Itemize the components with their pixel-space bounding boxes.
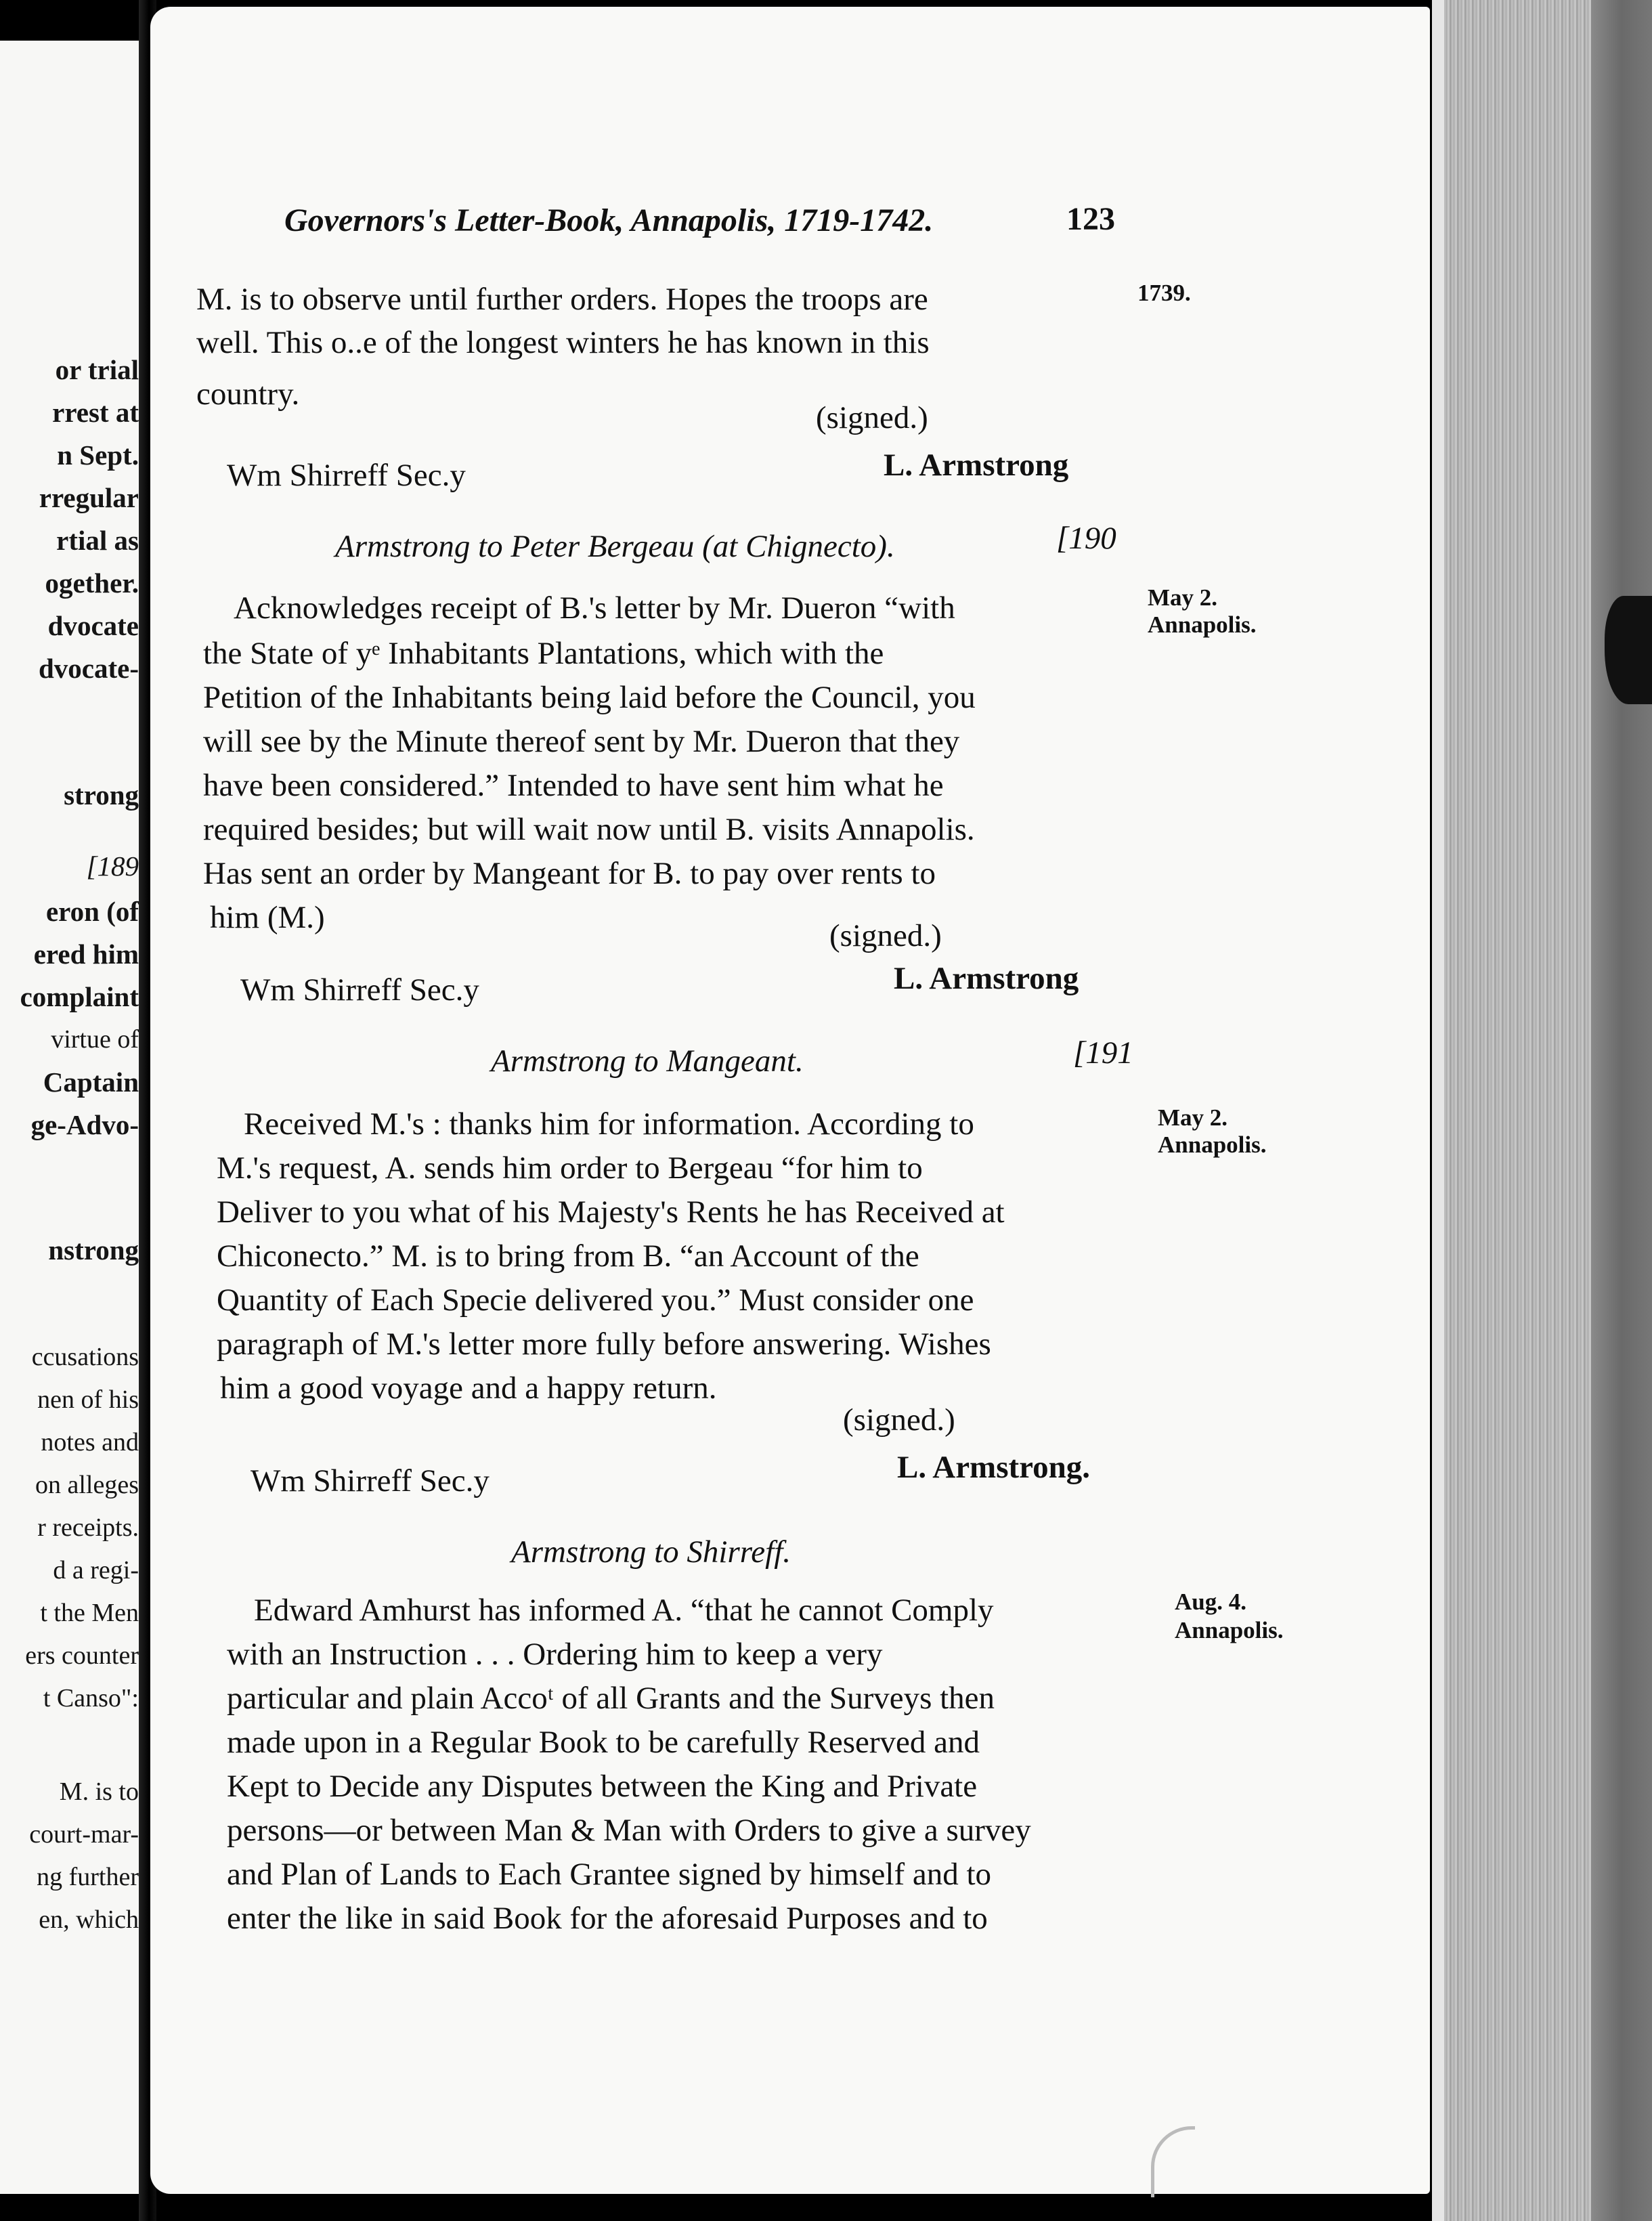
left-fragment: d a regi- xyxy=(53,1556,139,1584)
margin-place: Annapolis. xyxy=(1158,1131,1267,1158)
left-fragment: r receipts. xyxy=(37,1513,139,1542)
left-fragment: t the Men xyxy=(40,1599,139,1627)
margin-place: Annapolis. xyxy=(1175,1617,1284,1643)
body-line: with an Instruction . . . Ordering him to keep a very xyxy=(227,1637,883,1672)
left-fragment: M. is to xyxy=(59,1777,139,1806)
left-fragment: eron (of xyxy=(45,896,139,927)
body-line: persons—or between Man & Man with Orders to give a survey xyxy=(227,1813,1031,1848)
body-line: him (M.) xyxy=(210,900,325,935)
left-fragment: ccusations xyxy=(31,1343,139,1371)
left-fragment: rtial as xyxy=(56,525,139,556)
margin-date: May 2. xyxy=(1158,1104,1228,1131)
letter-number: [190 xyxy=(1056,521,1116,556)
body-line: M. is to observe until further orders. Hopes the troops are xyxy=(196,282,928,317)
left-fragment: en, which xyxy=(39,1905,139,1934)
secretary-line: Wm Shirreff Sec.y xyxy=(251,1463,490,1498)
letter-title: Armstrong to Mangeant. xyxy=(491,1043,804,1079)
body-line: Deliver to you what of his Majesty's Rents he has Received at xyxy=(217,1194,1005,1230)
body-line: Kept to Decide any Disputes between the King and Private xyxy=(227,1769,978,1804)
body-line: the State of yᵉ Inhabitants Plantations, which with the xyxy=(203,636,884,671)
body-line: M.'s request, A. sends him order to Bergeau “for him to xyxy=(217,1150,923,1186)
body-line: him a good voyage and a happy return. xyxy=(220,1371,717,1406)
body-line: Petition of the Inhabitants being laid before the Council, you xyxy=(203,680,976,715)
left-fragment: dvocate- xyxy=(38,653,139,684)
left-fragment: ers counter xyxy=(25,1641,139,1670)
body-line: enter the like in said Book for the aforesaid Purposes and to xyxy=(227,1901,988,1936)
body-line: have been considered.” Intended to have sent him what he xyxy=(203,768,944,803)
margin-place: Annapolis. xyxy=(1148,611,1257,638)
left-fragment: ogether. xyxy=(45,567,139,599)
letter-title: Armstrong to Peter Bergeau (at Chignecto). xyxy=(335,529,895,564)
left-facing-page xyxy=(0,41,139,2194)
margin-date: Aug. 4. xyxy=(1175,1589,1246,1615)
body-line: well. This o..e of the longest winters he has known in this xyxy=(196,325,930,360)
left-fragment: or trial xyxy=(55,354,139,385)
left-fragment: [189 xyxy=(86,850,139,882)
left-fragment: Captain xyxy=(43,1066,139,1098)
left-fragment: t Canso": xyxy=(43,1684,139,1712)
left-fragment: on alleges xyxy=(35,1471,139,1499)
body-line: Quantity of Each Specie delivered you.” Must consider one xyxy=(217,1282,974,1318)
body-line: Edward Amhurst has informed A. “that he cannot Comply xyxy=(254,1593,994,1628)
body-line: Acknowledges receipt of B.'s letter by Mr. Dueron “with xyxy=(234,590,955,626)
letter-title: Armstrong to Shirreff. xyxy=(511,1534,791,1570)
signed-note: (signed.) xyxy=(816,400,928,435)
page-edges xyxy=(1432,0,1652,2221)
left-fragment: rrest at xyxy=(52,397,139,428)
margin-year: 1739. xyxy=(1137,280,1191,306)
signature: L. Armstrong. xyxy=(897,1450,1091,1485)
left-fragment: nstrong xyxy=(48,1234,139,1266)
left-fragment: n Sept. xyxy=(57,439,139,471)
body-line: made upon in a Regular Book to be carefully Reserved and xyxy=(227,1725,980,1760)
left-fragment: ng further xyxy=(37,1863,139,1891)
left-fragment: nen of his xyxy=(37,1385,139,1414)
margin-date: May 2. xyxy=(1148,584,1218,611)
body-line: Received M.'s : thanks him for information. According to xyxy=(244,1106,974,1142)
left-fragment: notes and xyxy=(41,1428,139,1457)
left-fragment: virtue of xyxy=(51,1025,139,1054)
body-line: Chiconecto.” M. is to bring from B. “an Account of the xyxy=(217,1238,919,1274)
running-title: Governors's Letter-Book, Annapolis, 1719-1742. xyxy=(284,202,934,238)
signed-note: (signed.) xyxy=(829,918,942,953)
signature: L. Armstrong xyxy=(884,448,1069,483)
page-number: 123 xyxy=(1066,201,1115,237)
left-fragment: strong xyxy=(64,779,139,811)
left-fragment: rregular xyxy=(39,482,139,513)
left-fragment: court-mar- xyxy=(29,1820,139,1849)
secretary-line: Wm Shirreff Sec.y xyxy=(227,458,466,493)
body-line: and Plan of Lands to Each Grantee signed by himself and to xyxy=(227,1857,992,1892)
body-line: particular and plain Accoᵗ of all Grants and the Surveys then xyxy=(227,1681,995,1716)
letter-number: [191 xyxy=(1073,1035,1133,1071)
left-fragment: ered him xyxy=(33,939,139,970)
left-fragment: ge-Advo- xyxy=(30,1109,139,1140)
body-line: will see by the Minute thereof sent by Mr. Dueron that they xyxy=(203,724,960,759)
left-fragment: dvocate xyxy=(47,610,139,641)
secretary-line: Wm Shirreff Sec.y xyxy=(240,972,479,1008)
body-line: Has sent an order by Mangeant for B. to pay over rents to xyxy=(203,856,936,891)
body-line: required besides; but will wait now until B. visits Annapolis. xyxy=(203,812,975,847)
signed-note: (signed.) xyxy=(843,1402,955,1438)
left-fragment: complaint xyxy=(20,981,139,1012)
body-line: country. xyxy=(196,376,300,412)
body-line: paragraph of M.'s letter more fully before answering. Wishes xyxy=(217,1327,991,1362)
signature: L. Armstrong xyxy=(894,961,1079,996)
